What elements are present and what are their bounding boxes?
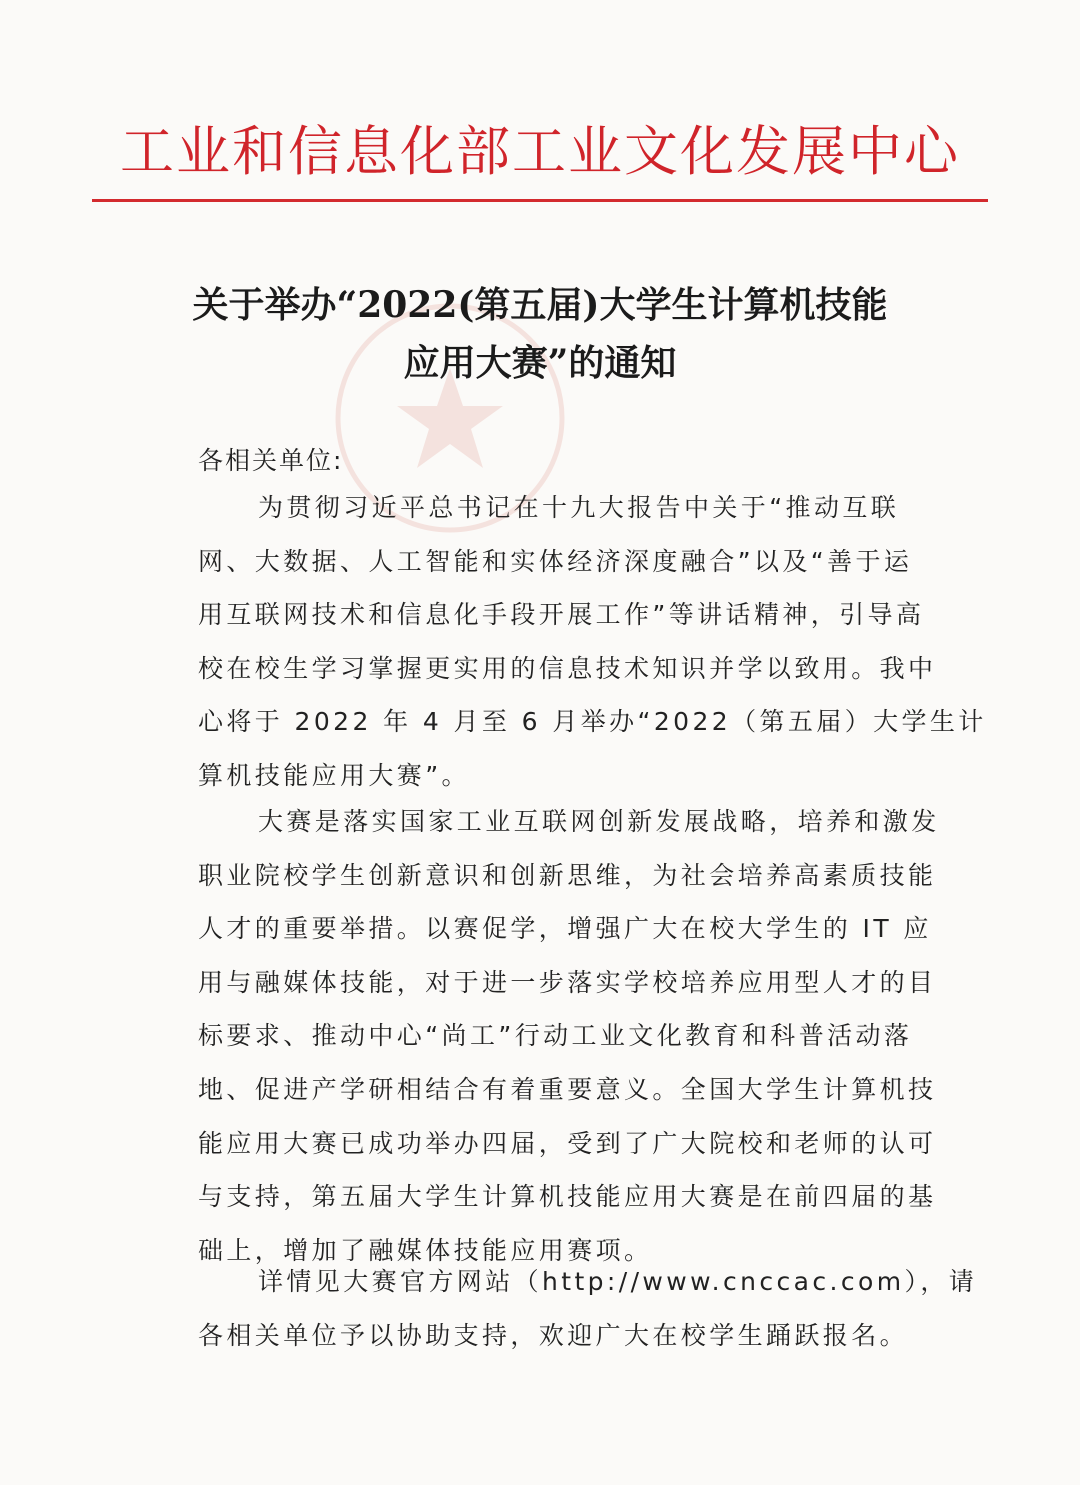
document-title: [140, 276, 940, 392]
paragraph-line: 心将于 2022 年 4 月至 6 月举办“2022（第五届）大学生计: [198, 707, 987, 737]
paragraph-line: 职业院校学生创新意识和创新思维，为社会培养高素质技能: [198, 860, 937, 890]
paragraph-2: [198, 795, 940, 1277]
paragraph-line: 算机技能应用大赛”。: [198, 760, 470, 790]
letterhead-org-name: 工业和信息化部工业文化发展中心: [120, 120, 960, 183]
paragraph-line: 人才的重要举措。以赛促学，增强广大在校大学生的 IT 应: [198, 914, 932, 944]
letterhead-red-rule: [92, 199, 988, 202]
title-line-2: 应用大赛”的通知: [403, 342, 677, 384]
paragraph-line: 校在校生学习掌握更实用的信息技术知识并学以致用。我中: [198, 653, 937, 683]
paragraph-3: [198, 1255, 978, 1362]
salutation: 各相关单位:: [198, 446, 344, 475]
paragraph-line: 各相关单位予以协助支持，欢迎广大在校学生踊跃报名。: [198, 1320, 909, 1350]
paragraph-line: 为贯彻习近平总书记在十九大报告中关于“推动互联: [258, 493, 900, 522]
paragraph-line: 础上，增加了融媒体技能应用赛项。: [198, 1235, 653, 1265]
paragraph-line: 与支持，第五届大学生计算机技能应用大赛是在前四届的基: [198, 1182, 937, 1212]
paragraph-line: 详情见大赛官方网站（http://www.cnccac.com），请: [258, 1267, 978, 1296]
paragraph-line: 大赛是落实国家工业互联网创新发展战略，培养和激发: [258, 807, 940, 836]
paragraph-line: 用与融媒体技能，对于进一步落实学校培养应用型人才的目: [198, 967, 937, 997]
paragraph-line: 地、促进产学研相结合有着重要意义。全国大学生计算机技: [198, 1074, 937, 1104]
paragraph-1: [198, 481, 987, 803]
title-line-1: 关于举办“2022(第五届)大学生计算机技能: [192, 284, 888, 326]
paragraph-line: 网、大数据、人工智能和实体经济深度融合”以及“善于运: [198, 546, 913, 576]
paragraph-line: 标要求、推动中心“尚工”行动工业文化教育和科普活动落: [198, 1021, 913, 1051]
paragraph-line: 用互联网技术和信息化手段开展工作”等讲话精神，引导高: [198, 600, 925, 630]
paragraph-line: 能应用大赛已成功举办四届，受到了广大院校和老师的认可: [198, 1128, 937, 1158]
